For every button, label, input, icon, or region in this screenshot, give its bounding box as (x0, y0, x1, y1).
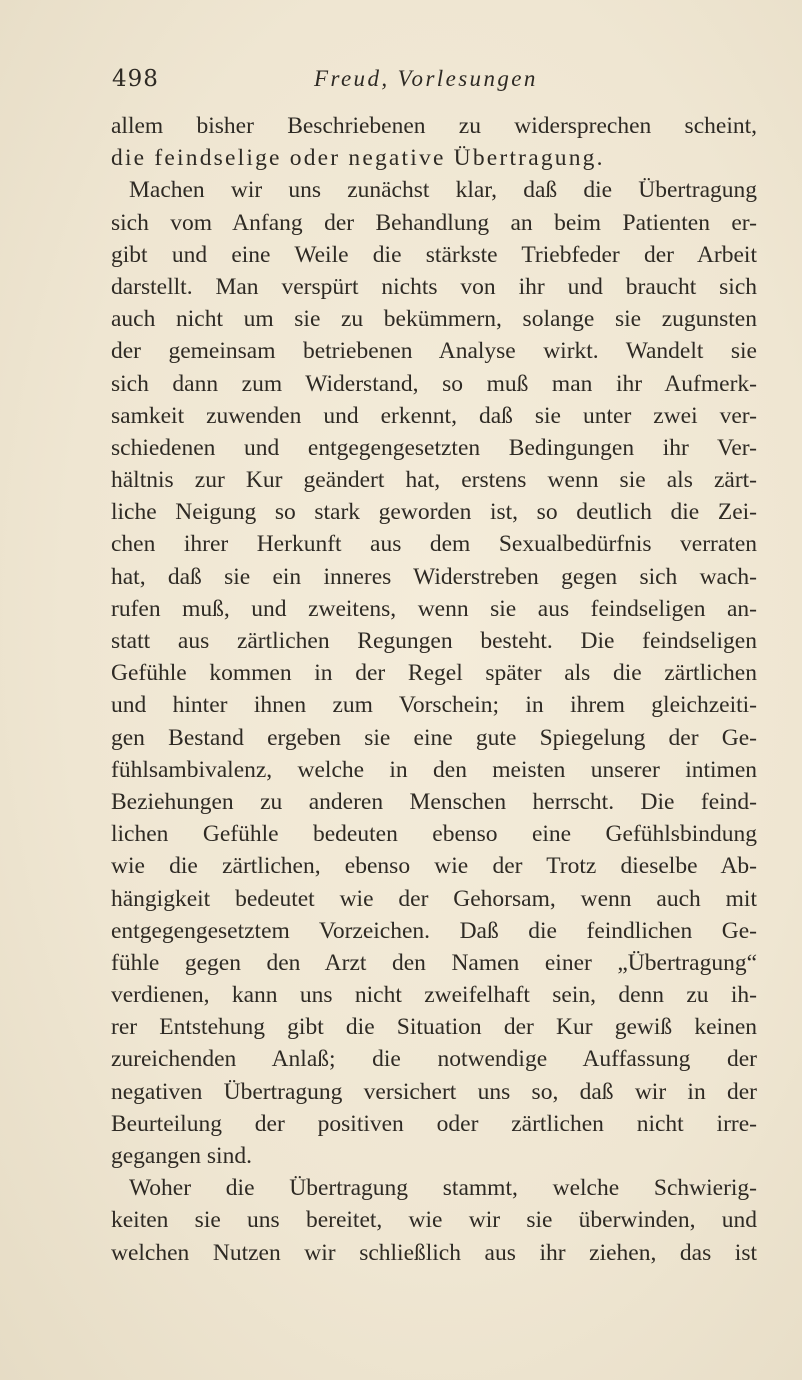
page-number: 498 (112, 66, 159, 92)
text-line: auch nicht um sie zu bekümmern, solange sie zugunsten (111, 306, 757, 333)
text-line: liche Neigung so stark geworden ist, so deutlich die Zei- (111, 499, 757, 526)
body-text (111, 110, 757, 1269)
text-line: wie die zärtlichen, ebenso wie der Trotz dieselbe Ab- (111, 853, 757, 880)
text-line: Gefühle kommen in der Regel später als die zärtlichen (111, 660, 757, 687)
text-line: gibt und eine Weile die stärkste Triebfeder der Arbeit (111, 241, 757, 268)
page-header (112, 66, 752, 100)
text-line: zureichenden Anlaß; die notwendige Auffassung der (111, 1046, 757, 1073)
text-line: chen ihrer Herkunft aus dem Sexualbedürfnis verraten (111, 531, 757, 558)
text-line: samkeit zuwenden und erkennt, daß sie unter zwei ver- (111, 402, 757, 429)
text-line: sich dann zum Widerstand, so muß man ihr Aufmerk- (111, 370, 757, 397)
text-line: fühlsambivalenz, welche in den meisten unserer intimen (111, 756, 757, 783)
text-line: hängigkeit bedeutet wie der Gehorsam, wenn auch mit (111, 885, 757, 912)
text-line: verdienen, kann uns nicht zweifelhaft sein, denn zu ih- (111, 982, 757, 1009)
text-line: keiten sie uns bereitet, wie wir sie überwinden, und (111, 1207, 757, 1234)
text-line: hat, daß sie ein inneres Widerstreben gegen sich wach- (111, 563, 757, 590)
text-line: sich vom Anfang der Behandlung an beim Patienten er- (111, 209, 757, 236)
text-line: Woher die Übertragung stammt, welche Schwierig- (129, 1175, 757, 1202)
text-line: darstellt. Man verspürt nichts von ihr und braucht sich (111, 273, 757, 300)
text-line: rufen muß, und zweitens, wenn sie aus feindseligen an- (111, 595, 757, 622)
running-head: Freud, Vorlesungen (314, 66, 538, 91)
text-line: fühle gegen den Arzt den Namen einer „Übertragung“ (111, 949, 757, 976)
text-line: die feindselige oder negative Übertragung. (111, 145, 605, 172)
text-line: und hinter ihnen zum Vorschein; in ihrem gleichzeiti- (111, 692, 757, 719)
text-line: hältnis zur Kur geändert hat, erstens wenn sie als zärt- (111, 467, 757, 494)
text-line: statt aus zärtlichen Regungen besteht. Die feindseligen (111, 628, 757, 654)
text-line: negativen Übertragung versichert uns so, daß wir in der (111, 1078, 757, 1105)
text-line: entgegengesetztem Vorzeichen. Daß die feindlichen Ge- (111, 917, 757, 944)
text-line: Machen wir uns zunächst klar, daß die Übertragung (129, 177, 757, 204)
text-line: gegangen sind. (111, 1143, 252, 1169)
text-line: schiedenen und entgegengesetzten Bedingungen ihr Ver- (111, 434, 757, 461)
text-line: der gemeinsam betriebenen Analyse wirkt. Wandelt sie (111, 338, 757, 365)
text-line: gen Bestand ergeben sie eine gute Spiegelung der Ge- (111, 724, 757, 751)
text-line: welchen Nutzen wir schließlich aus ihr ziehen, das ist (111, 1239, 757, 1266)
text-line: allem bisher Beschriebenen zu widersprechen scheint, (111, 113, 757, 139)
text-line: Beurteilung der positiven oder zärtlichen nicht irre- (111, 1110, 757, 1137)
text-line: Beziehungen zu anderen Menschen herrscht. Die feind- (111, 788, 757, 815)
text-line: rer Entstehung gibt die Situation der Kur gewiß keinen (111, 1014, 757, 1041)
text-line: lichen Gefühle bedeuten ebenso eine Gefühlsbindung (111, 821, 757, 848)
